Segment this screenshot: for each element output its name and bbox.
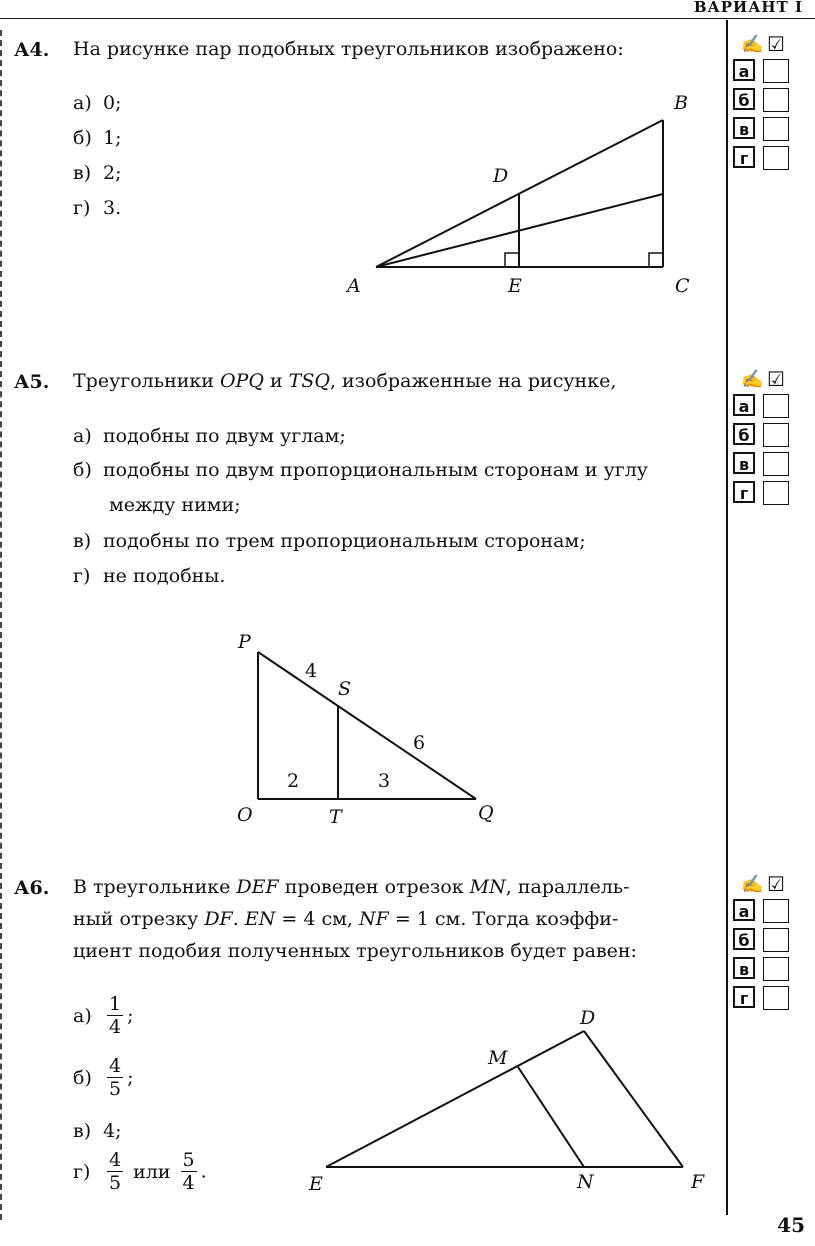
label-P: P <box>238 631 251 653</box>
answer-box-header <box>733 367 795 392</box>
answer-row-b[interactable]: б <box>733 421 795 450</box>
segment-DF <box>584 1031 683 1167</box>
checkbox-checked-icon: ☑ <box>767 872 785 896</box>
a5-option-b-continued: между ними; <box>109 494 241 516</box>
triangle-tsq: TSQ <box>288 370 330 392</box>
answer-cell[interactable] <box>763 117 789 141</box>
option-label: а) <box>73 425 92 447</box>
answer-box-header <box>733 32 795 57</box>
answer-row-a[interactable]: а <box>733 392 795 421</box>
answer-cell[interactable] <box>763 899 789 923</box>
label-N: N <box>577 1171 594 1193</box>
answer-row-b[interactable]: б <box>733 926 795 955</box>
a4-number: А4. <box>14 39 50 61</box>
label-S: S <box>338 678 352 700</box>
answer-row-d[interactable]: г <box>733 479 795 508</box>
answer-box-header <box>733 872 795 897</box>
option-label: г) <box>73 565 91 587</box>
length-PS: 4 <box>305 660 318 682</box>
answer-row-b[interactable]: б <box>733 86 795 115</box>
answer-cell[interactable] <box>763 423 789 447</box>
option-label: а) <box>73 1004 92 1027</box>
option-label: б) <box>73 459 92 481</box>
fraction: $\frac{5}{4}$ <box>182 1149 195 1194</box>
a6-option-d[interactable]: г) $\frac{4}{5}$ или $\frac{5}{4}$ . <box>73 1149 207 1194</box>
a6-line-3: циент подобия полученных треугольников будет равен: <box>73 940 637 962</box>
option-label: г) <box>73 1160 91 1183</box>
label-E: E <box>309 1173 323 1195</box>
pen-icon: ✍ <box>741 369 764 390</box>
a6-line-1: В треугольнике DEF проведен отрезок MN, параллель- <box>73 876 630 898</box>
label-C: C <box>675 275 690 297</box>
label-Q: Q <box>478 802 494 824</box>
answer-cell[interactable] <box>763 88 789 112</box>
a6-option-b[interactable]: б) $\frac{4}{5}$ ; <box>73 1055 134 1100</box>
option-text: 0; <box>103 92 122 114</box>
text-part: Треугольники <box>73 370 220 392</box>
pen-icon: ✍ <box>741 34 764 55</box>
label-O: O <box>237 804 253 826</box>
answer-row-a[interactable]: а <box>733 57 795 86</box>
label-T: T <box>329 806 342 828</box>
variant-header: ВАРИАНТ I <box>693 0 803 16</box>
option-label: в) <box>73 162 92 184</box>
text-part: , изображенные на рисунке, <box>329 370 617 392</box>
length-SQ: 6 <box>413 732 426 754</box>
fraction: $\frac{1}{4}$ <box>109 993 122 1038</box>
triangle-opq: OPQ <box>219 370 264 392</box>
answer-cell[interactable] <box>763 957 789 981</box>
segment-MN <box>518 1067 584 1167</box>
option-label: г) <box>73 197 91 219</box>
a4-answer-box <box>733 32 795 173</box>
option-text: 3. <box>103 197 122 219</box>
pen-icon: ✍ <box>741 874 764 895</box>
answer-cell[interactable] <box>763 481 789 505</box>
fraction: $\frac{4}{5}$ <box>109 1055 122 1100</box>
label-F: F <box>691 1171 705 1193</box>
a6-option-a[interactable]: а) $\frac{1}{4}$ ; <box>73 993 134 1038</box>
page-number: 45 <box>777 1213 805 1237</box>
answer-cell[interactable] <box>763 394 789 418</box>
option-text: 4; <box>103 1120 122 1142</box>
label-A: A <box>347 275 361 297</box>
option-label: в) <box>73 1120 92 1142</box>
a4-text: На рисунке пар подобных треугольников изображено: <box>73 38 624 60</box>
option-text: не подобны. <box>103 565 226 587</box>
checkbox-checked-icon: ☑ <box>767 32 785 56</box>
length-TQ: 3 <box>378 770 391 792</box>
option-label: а) <box>73 92 92 114</box>
a6-line-2: ный отрезку DF. EN = 4 см, NF = 1 см. Тогда коэффи- <box>73 908 619 930</box>
option-label: б) <box>73 1066 92 1089</box>
length-OT: 2 <box>287 770 300 792</box>
a5-number: А5. <box>14 371 50 393</box>
a5-answer-box <box>733 367 795 508</box>
label-B: B <box>674 92 688 114</box>
a6-answer-box <box>733 872 795 1013</box>
label-D: D <box>493 165 509 187</box>
answer-cell[interactable] <box>763 986 789 1010</box>
label-E: E <box>508 275 522 297</box>
option-text: подобны по трем пропорциональным сторонам; <box>103 530 586 552</box>
answer-cell[interactable] <box>763 59 789 83</box>
option-label: в) <box>73 530 92 552</box>
segment-ED <box>326 1031 584 1167</box>
text-part: и <box>263 370 289 392</box>
option-text: 1; <box>103 127 122 149</box>
answer-row-c[interactable]: в <box>733 450 795 479</box>
option-text: 2; <box>103 162 122 184</box>
answer-cell[interactable] <box>763 146 789 170</box>
answer-row-d[interactable]: г <box>733 144 795 173</box>
option-label: б) <box>73 127 92 149</box>
label-M: M <box>488 1047 508 1069</box>
label-D: D <box>580 1007 596 1029</box>
answer-row-c[interactable]: в <box>733 115 795 144</box>
checkbox-checked-icon: ☑ <box>767 367 785 391</box>
option-text: подобны по двум пропорциональным сторонам и углу <box>103 459 648 481</box>
fraction: $\frac{4}{5}$ <box>109 1149 122 1194</box>
option-text: подобны по двум углам; <box>103 425 346 447</box>
answer-cell[interactable] <box>763 928 789 952</box>
answer-row-c[interactable]: в <box>733 955 795 984</box>
answer-cell[interactable] <box>763 452 789 476</box>
a6-number: А6. <box>14 877 50 899</box>
answer-row-d[interactable]: г <box>733 984 795 1013</box>
answer-row-a[interactable]: а <box>733 897 795 926</box>
